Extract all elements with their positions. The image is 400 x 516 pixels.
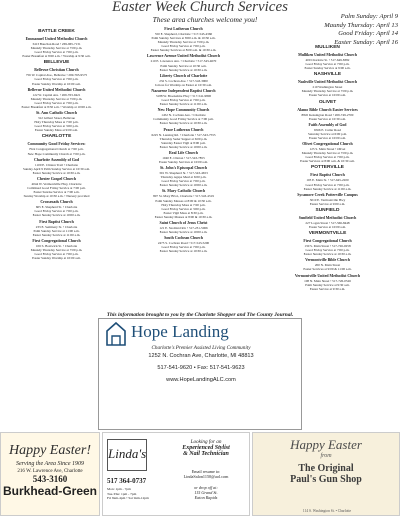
service-line: Good Friday Service at 3:00 p.m.	[34, 124, 79, 129]
church-column	[5, 27, 108, 312]
service-line: 1452 N. Cochran Ave. • Charlotte	[161, 113, 206, 118]
hope-landing-name: Hope Landing	[131, 322, 229, 341]
holiday-date: Maundy Thursday: April 13	[324, 21, 398, 29]
ad-phone: 543-3160	[32, 474, 68, 484]
hiring-text	[163, 439, 249, 457]
service-line: Easter Sunday Service at 10:30 a.m.	[303, 252, 352, 257]
service-line: Good Friday Service at 7:00 p.m.	[34, 77, 79, 82]
service-line: Maundy Thursday Service at 7:00 p.m.	[30, 96, 83, 101]
church-name: Alamo Bible Church Easter Services	[297, 107, 358, 112]
service-line: Good Friday Service at 7:00 p.m.	[161, 98, 206, 103]
service-line: First Congregational Church at 7:00 p.m.	[29, 147, 84, 152]
town-heading: OLIVET	[318, 99, 337, 105]
church-name: New Hope Community Church	[157, 108, 210, 113]
service-line: 121 E. Stoddard Rd. • 517-231-5066	[159, 226, 208, 230]
service-line: 1040 E. Clinton • 517-543-7855	[162, 155, 205, 160]
church-name: Bellevue Christian Church	[34, 68, 79, 73]
town-heading: VERMONTVILLE	[308, 231, 347, 237]
holiday-dates-list	[304, 13, 398, 47]
service-line: Palm Sunday Services at 8:00 a.m. & 10:30 a.m.	[151, 36, 216, 41]
service-line: 3188 W. Brookshire Hwy • 517-541-9800	[155, 93, 212, 98]
drop-off-text	[163, 485, 249, 500]
church-name: Bellevue United Methodist Church	[27, 87, 86, 92]
service-line: Easter Sunday Masses at 8:00 & 10:30 a.m.	[154, 214, 213, 219]
service-line: Saturday Service at 6:00 p.m.	[307, 131, 347, 136]
service-line: 227 Logan Street • 517-566-8448	[305, 220, 350, 225]
gun-shop-heading: Happy Easter	[290, 437, 362, 452]
service-line: 807 St. Mary Blvd., Charlotte • 517-543-4319	[153, 194, 214, 199]
lindas-salon-ad	[102, 432, 250, 516]
hope-landing-tagline: Charlotte's Premier Assisted Living Community	[151, 345, 251, 351]
church-name: St. John's Episcopal Church	[159, 166, 208, 171]
service-line: Maundy Thursday Service at 7:00 p.m.	[157, 40, 210, 45]
service-line: Easter Service at 10:00 a.m.	[309, 93, 346, 98]
service-line: 550 E. Shepherd, Charlotte • 517-543-4360	[154, 32, 213, 36]
service-line: Sunday April 9 Palm Sunday Service at 10:30 a.m.	[22, 166, 91, 171]
service-line: Easter Sunday Service at 10:00 a.m.	[159, 230, 208, 235]
service-line: Easter Sunday Service at 10:00 a.m.	[159, 144, 208, 149]
service-line: Palm Sunday Service at 11:00 a.m.	[33, 228, 80, 233]
service-line: Easter Breakfast at 8:30 a.m. • Worship at 10:00 a.m.	[21, 104, 92, 109]
service-line: 756 W. Capital Ave., Bellevue • 269-763-9575	[25, 73, 88, 78]
church-name: St. Mary Catholic Church	[161, 189, 206, 194]
business-name: Burkhead-Green	[2, 484, 98, 498]
happy-easter-heading: Happy Easter!	[8, 443, 92, 458]
service-line: Easter Sunday Service at 11:00 a.m.	[159, 102, 208, 107]
service-line: Easter Vigil Mass at 8:30 p.m.	[163, 210, 204, 215]
pauls-gun-shop-ad	[252, 432, 400, 516]
service-line: Palm Sunday Masses at 8:00 & 10:30 a.m.	[155, 198, 212, 203]
service-line: 2475 S. Cochran Road • 517-543-5200	[157, 241, 210, 246]
service-line: Easter Sunday Services at 10:00 a.m.	[159, 159, 208, 164]
holiday-date: Good Friday: April 14	[338, 30, 398, 37]
service-line: Easter Sunday Service at 10:30 a.m.	[159, 249, 208, 254]
hope-landing-phone: 517-541-9620 • Fax: 517-541-9623	[157, 365, 245, 371]
church-name: Liberty Church of Charlotte	[159, 73, 208, 78]
church-name: Saint Church of Jesus Christ	[159, 221, 208, 225]
service-line: 6225 N. Lansing Rd. • Charlotte • 517-543-7555	[151, 132, 216, 137]
service-line: Easter Sunday Service at 10:00 a.m.	[32, 213, 81, 218]
town-heading: NASHVILLE	[313, 72, 342, 78]
service-line: Easter Sunday Service at 10:30 a.m.	[159, 121, 208, 126]
service-line: Good Friday Service at 7:00 p.m.	[34, 50, 79, 55]
service-line: 103 E. Main St. • 517-645-2200	[306, 178, 349, 183]
service-line: Good Friday Service at 3:00 p.m.	[161, 206, 206, 211]
church-name: First Congregational Church	[303, 239, 352, 244]
town-heading: SUNFIELD	[315, 207, 340, 213]
service-line: Thursday Seder Supper at 6:00 p.m.	[159, 136, 208, 141]
town-heading: CHARLOTTE	[41, 134, 72, 140]
church-name: Emmanuel United Methodist Church	[25, 37, 88, 41]
service-line: Good Friday Service at 7:00 p.m.	[34, 100, 79, 105]
service-line: Community Good Friday Service at 7:00 p.m.	[153, 117, 214, 122]
service-line: Easter Sunday Service at 10:30 a.m.	[159, 67, 208, 72]
drop-line: 115 Grand St.	[194, 490, 218, 495]
church-name: St. Ann Catholic Church	[35, 111, 77, 116]
service-line: 8845 Kensington Road • 269-749-2700	[301, 112, 354, 117]
section-heading: Community Good Friday Services:	[27, 142, 86, 147]
church-name: Olivet Congregational Church	[302, 142, 353, 147]
service-line: New Hope Community Church at 7:00 p.m.	[27, 151, 86, 156]
hours-line: Fri 8am-4pm • Sat 9am-12pm	[107, 496, 149, 500]
service-line: 200 N. Main Street	[314, 263, 341, 268]
church-name: Vermontville United Methodist Church	[294, 273, 361, 278]
service-line: 3413 Bauchan Road • 269-965-7131	[32, 42, 81, 46]
town-heading: BATTLE CREEK	[38, 29, 75, 34]
email-text	[163, 469, 249, 479]
church-name: South Cochran Church	[164, 236, 203, 241]
church-column	[111, 27, 256, 312]
church-name: Faith Assembly of God	[308, 122, 347, 127]
service-line: 301 W. Shepherd St. • 517-543-4653	[159, 171, 208, 176]
service-line: Easter Breakfast at 8:00 a.m. • Worship at 9:30 a.m.	[22, 54, 91, 59]
gun-shop-name-line1: The Original	[298, 463, 354, 474]
service-line: Thursday Agape Meal at 6:00 p.m.	[160, 175, 207, 180]
page-subtitle: These area churches welcome you!	[152, 15, 258, 24]
service-line: Easter Service at 10:00 a.m.	[309, 135, 346, 140]
since-line: Serving the Area Since 1909	[16, 461, 84, 467]
service-line: Easter Service at 9:30 a.m.	[309, 286, 346, 291]
church-name: Peace Lutheran Church	[163, 127, 204, 132]
church-name: Real Life Church	[169, 150, 198, 155]
service-line: Good Friday Service at 7:00 p.m.	[34, 209, 79, 214]
hope-landing-ad	[98, 318, 302, 430]
town-heading: BELLEVUE	[43, 60, 70, 66]
service-line: Easter Sunday Service at 9:00 a.m.	[304, 66, 351, 71]
service-line: Good Friday Service at 7:00 p.m.	[305, 62, 350, 67]
service-line: Combined Good Friday Service at 7:00 p.m.	[27, 185, 86, 190]
gun-shop-address: 114 S. Washington St. • Charlotte	[302, 509, 352, 513]
ad-address: 216 W. Lawrence Ave, Charlotte	[17, 469, 83, 474]
service-line: 312 Gilbert Street, Bellevue	[38, 116, 75, 121]
service-line: Easter Sunrise Service at 7:00 a.m.	[33, 190, 80, 195]
service-line: Holy Thursday Mass at 7:00 p.m.	[34, 120, 79, 125]
drop-line: or drop off at:	[194, 485, 218, 490]
service-line: Easter Sunday Service at 11:00 a.m.	[303, 186, 352, 191]
service-line: 3010 E. Vermontville Hwy	[309, 197, 346, 202]
service-line: Maundy Thursday Service at 7:00 p.m.	[30, 46, 83, 51]
service-line: Easter Sunday Service at 11:00 a.m.	[32, 232, 81, 237]
service-line: 232 S. Cochran Ave. • 517-543-3900	[159, 78, 208, 83]
church-name: Lawrence Avenue United Methodist Church	[146, 54, 221, 59]
service-line: 4044 W. Vermontville Hwy, Charlotte	[31, 181, 82, 186]
service-line: 400 Charlotte St. • 517-649-8382	[305, 58, 350, 62]
hiring-line: Looking for an	[190, 439, 222, 445]
lindas-phone: 517 364-0737	[107, 477, 147, 485]
burkhead-green-ad	[0, 432, 100, 516]
church-name: First Baptist Church	[310, 173, 345, 178]
lindas-logo: Linda's	[107, 439, 147, 471]
page-title: Easter Week Church Services	[112, 0, 288, 15]
service-line: Easter Service at 9:00 a.m.	[309, 201, 346, 206]
church-name: First Lutheran Church	[164, 27, 203, 31]
service-line: Good Friday Service at 7:00 p.m.	[161, 179, 206, 184]
church-name: Nazarene Independent Baptist Church	[151, 88, 216, 93]
service-line: Maundy Thursday Service at 7:00 p.m.	[301, 89, 354, 94]
hope-landing-address: 1252 N. Cochran Ave, Charlotte, MI 48813	[148, 353, 254, 359]
service-line: Palm Sunday Service at 9:30 a.m.	[305, 282, 350, 287]
drop-line: Eaton Rapids	[194, 495, 218, 500]
service-line: 122 W. Capital Ave. • 269-763-9421	[32, 92, 81, 97]
sponsor-note: This information brought to you by the Charlotte Shopper and The County Journal.	[106, 312, 294, 318]
service-line: Good Friday Service at 7:00 p.m.	[305, 155, 350, 160]
service-line: 210 Washington Street	[312, 85, 343, 90]
town-heading: POTTERVILLE	[311, 165, 344, 171]
service-line: 108 N. Main Street • 517-726-0526	[304, 278, 351, 283]
service-line: 233 E. Seminary St. • Charlotte	[35, 224, 78, 229]
service-line: Easter Services at 9:00 & 11:00 a.m.	[303, 267, 352, 272]
service-line: Saturday Easter Vigil at 8:00 p.m.	[161, 140, 206, 145]
church-name: Sunfield United Methodist Church	[298, 215, 357, 220]
service-line: Good Friday Service at 7:00 p.m.	[161, 44, 206, 49]
church-name: Chester Gospel Church	[37, 176, 76, 181]
service-line: Easter Sunday Services at 8:00 a.m. & 10:30 a.m.	[150, 48, 217, 53]
service-line: 125 S. Main Street • Olivet	[309, 147, 346, 152]
church-name: Nashville United Methodist Church	[297, 80, 358, 85]
service-line: 6566 E. Cutler Road	[313, 127, 342, 132]
service-line: Easter Service at 10:30 a.m.	[309, 116, 346, 121]
service-line: Easter Service at 10:00 a.m.	[309, 224, 346, 229]
service-line: 1100 E. Clinton Trail • Charlotte	[35, 162, 78, 167]
service-line: Good Friday Service at 7:00 p.m.	[34, 252, 79, 256]
email-line: Email resume to:	[191, 469, 221, 474]
gun-shop-from: from	[320, 453, 332, 459]
service-line: Easter Sunday Service at 10:00 a.m.	[159, 183, 208, 188]
service-line: 210 E. Lawrence Ave. • Charlotte • 517-543-4670	[150, 59, 217, 64]
hiring-line: Experienced Stylist	[182, 445, 230, 451]
hours-line: Mon: 1pm - 7pm	[107, 487, 131, 491]
service-line: 130 S. Main Street • 517-726-0258	[304, 244, 351, 249]
hours-line: Tue-Thu: 1pm - 7pm	[107, 491, 137, 496]
church-name: Crossroads Church	[40, 200, 73, 205]
service-line: Easter Sunday Mass at 9:00 a.m.	[34, 128, 79, 133]
service-line: Sunday Worship at 10:30 a.m. • Nursery provided	[23, 194, 90, 199]
holiday-date: Palm Sunday: April 9	[340, 13, 398, 20]
service-line: Maundy Thursday Service at 7:00 p.m.	[30, 247, 83, 252]
service-line: Good Friday Service at 7:00 p.m.	[161, 245, 206, 250]
email-line: LindaSalon1150@aol.com	[183, 474, 229, 479]
church-column	[260, 43, 395, 312]
hope-landing-logo-icon	[105, 321, 127, 347]
service-line: Join us for Worship on Easter at 10:30 a.m.	[155, 82, 212, 87]
service-line: Easter Sunday Worship at 10:00 a.m.	[32, 256, 81, 261]
service-line: Good Friday Service at 7:00 p.m.	[305, 248, 350, 253]
service-line: Good Friday Service at 7:00 p.m.	[305, 182, 350, 187]
hope-landing-website[interactable]: www.HopeLandingALC.com	[166, 377, 236, 383]
church-name: First Baptist Church	[39, 219, 74, 224]
holiday-date: Easter Sunday: April 16	[334, 38, 398, 46]
service-line: Palm Sunday Service at 10:30 a.m.	[160, 63, 207, 68]
church-name: First Congregational Church	[32, 238, 81, 243]
church-name: Charlotte Assembly of God	[33, 157, 80, 162]
hiring-line: & Nail Technician	[183, 451, 229, 457]
church-name: Sycamore Creek Potterville Campus	[297, 192, 358, 197]
church-name: Mulliken United Methodist Church	[298, 53, 357, 57]
service-line: Holy Thursday Mass at 7:00 p.m.	[161, 202, 206, 207]
gun-shop-name-line2: Paul's Gun Shop	[290, 474, 362, 485]
service-line: Easter Sunday Service at 10:30 a.m.	[32, 170, 81, 175]
church-name: Vermontville Bible Church	[305, 258, 350, 263]
service-line: Maundy Thursday Service at 7:00 p.m.	[301, 151, 354, 156]
service-line: 106 S. Bostwick St. • Charlotte	[35, 243, 78, 248]
town-heading: MULLIKEN	[315, 45, 340, 50]
service-line: Easter Sunday Worship at 10:00 a.m.	[32, 81, 81, 86]
service-line: 605 E. Shepherd St. • Charlotte	[35, 205, 78, 210]
service-line: Easter Services at 8:00 a.m. & 10:30 a.m.	[300, 159, 355, 164]
lindas-hours	[107, 487, 167, 501]
